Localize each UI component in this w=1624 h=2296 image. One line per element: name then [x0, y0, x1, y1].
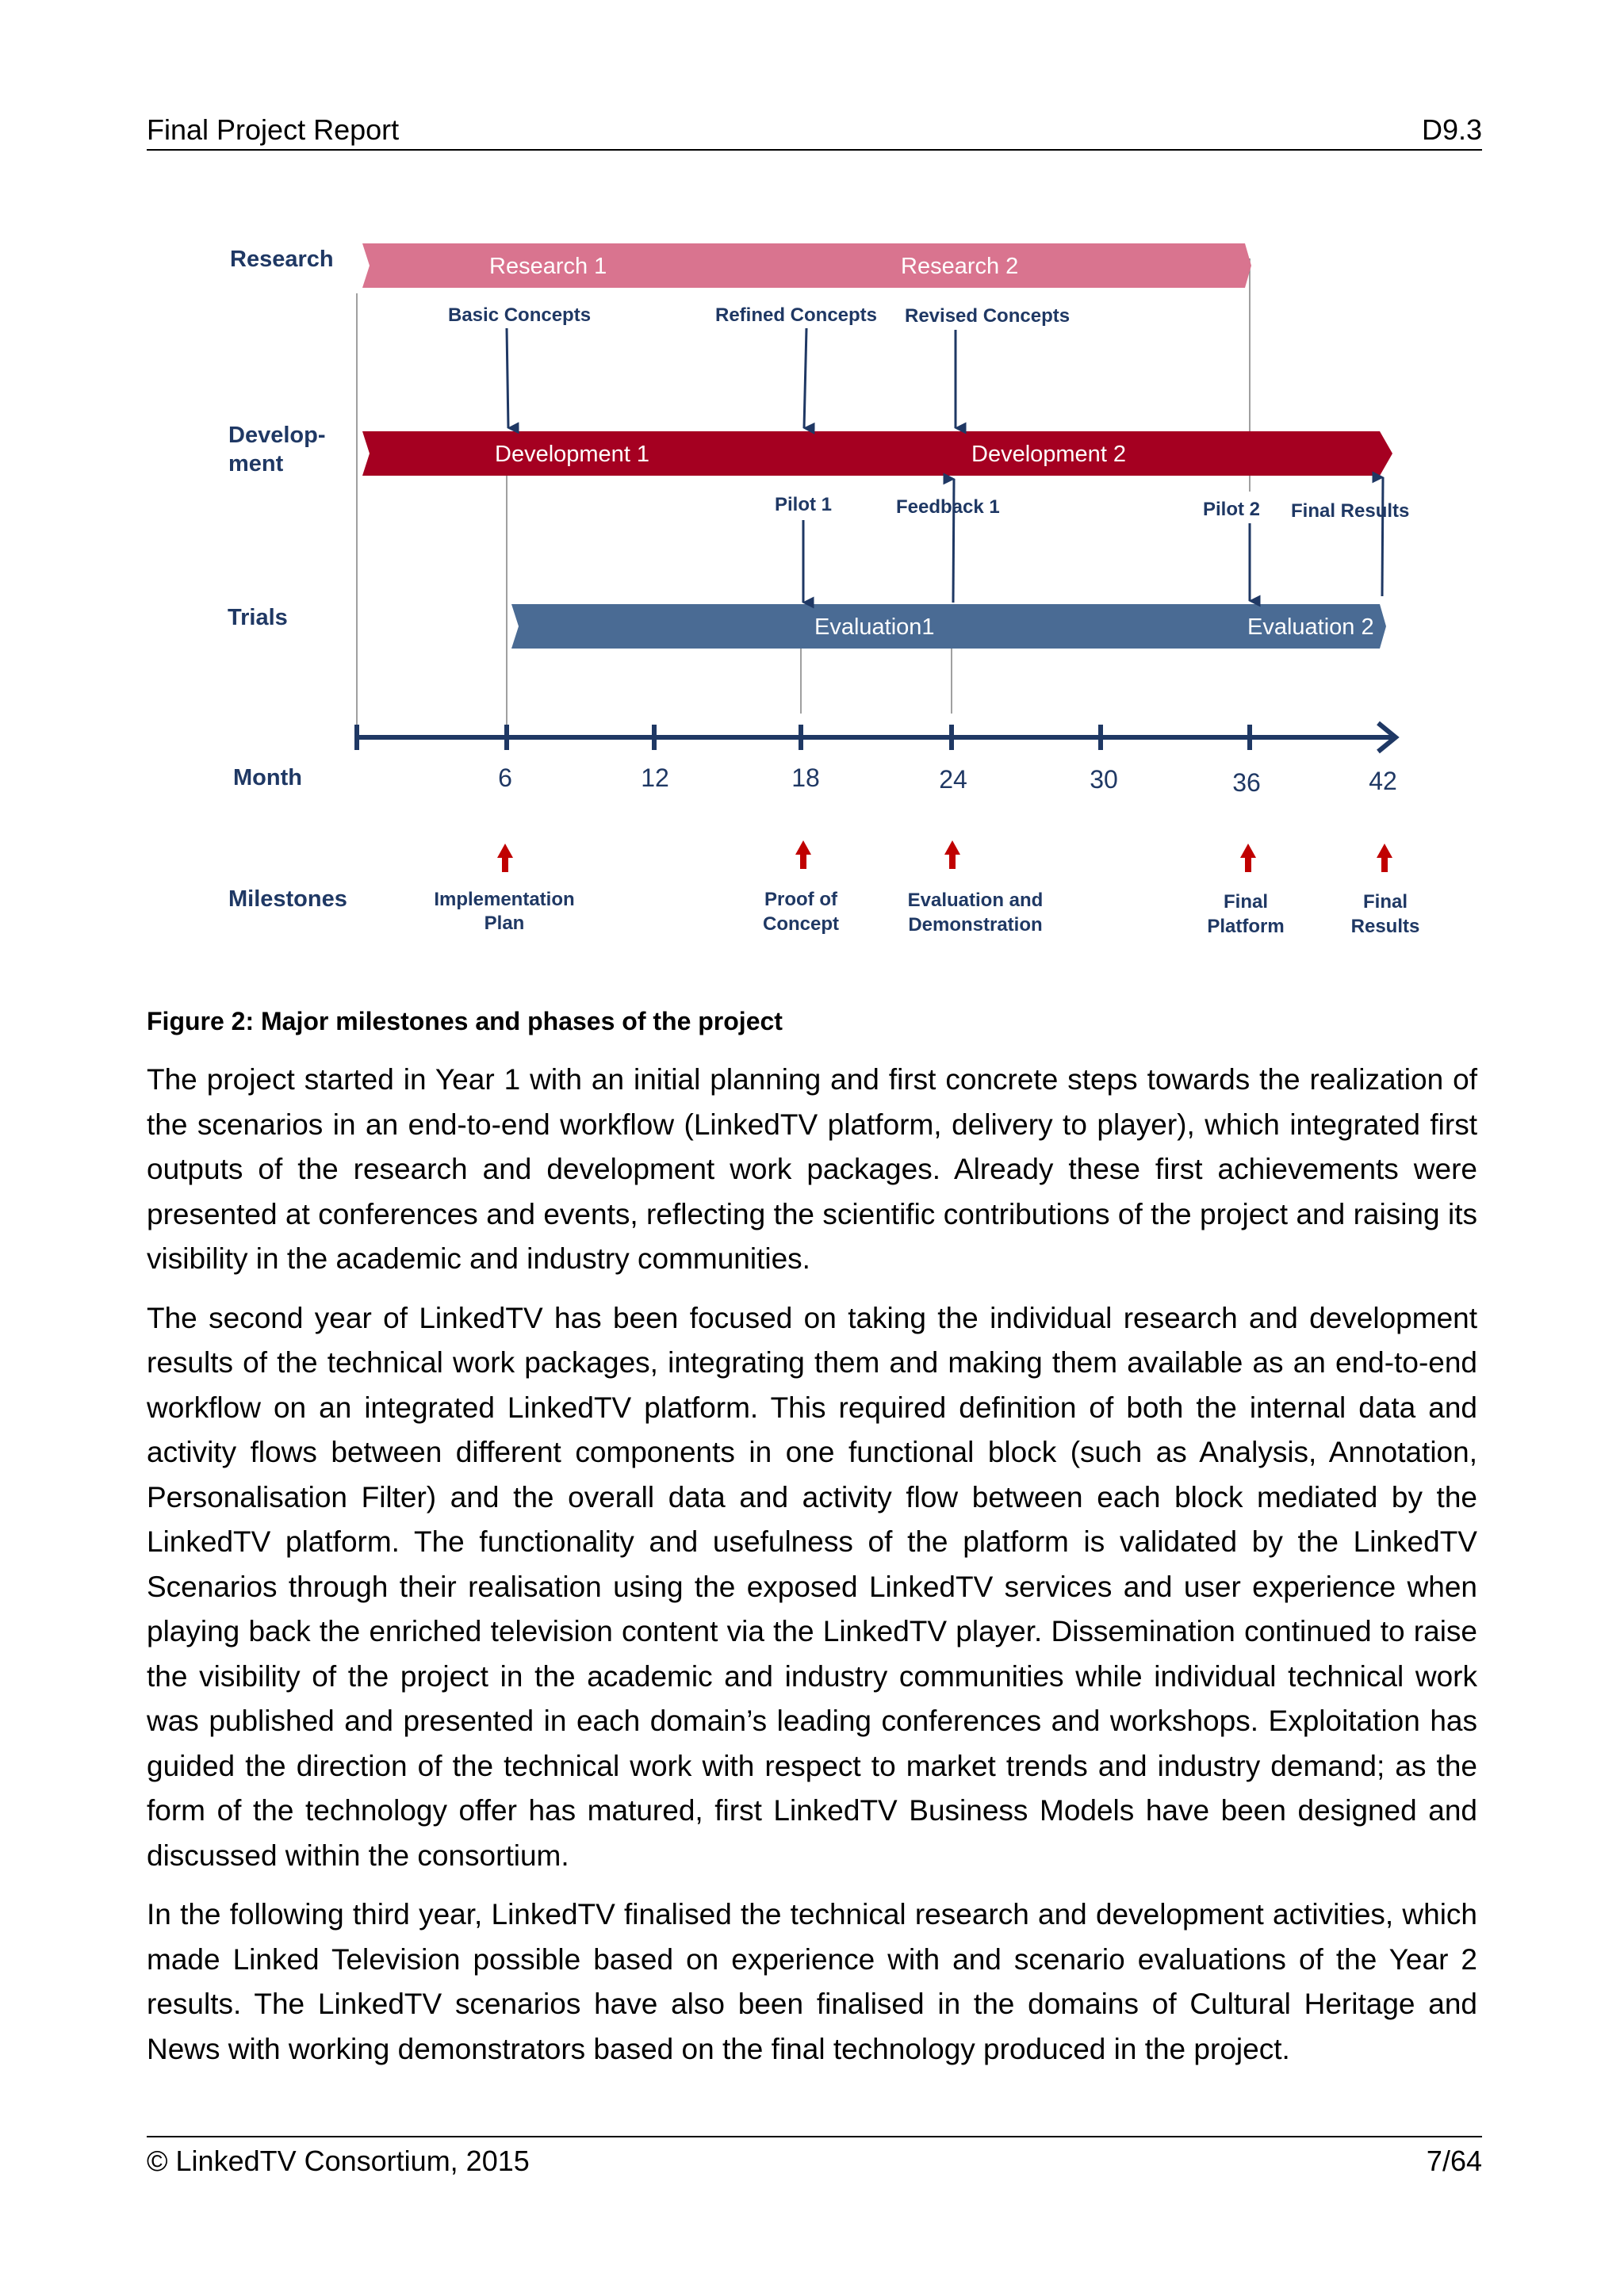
evaluation-2-label: Evaluation 2	[1247, 614, 1374, 640]
copyright: © LinkedTV Consortium, 2015	[147, 2145, 530, 2177]
pilot-2-label: Pilot 2	[1203, 499, 1261, 520]
milestone-36-line2: Platform	[1207, 916, 1285, 937]
milestone-6-line2: Plan	[484, 913, 525, 934]
month-label-42: 42	[1369, 767, 1397, 795]
feedback-1-label: Feedback 1	[896, 496, 1000, 518]
month-label-36: 36	[1232, 768, 1261, 797]
page-footer	[147, 2136, 1482, 2175]
milestone-18-line2: Concept	[763, 913, 839, 935]
basic-concepts-label: Basic Concepts	[448, 304, 592, 326]
paragraph-year-2: The second year of LinkedTV has been focused on taking the individual research and development results of the technical work packages, integrating them and making them available as an end-to-end workflow on an integrated LinkedTV platform. This required definition of both the internal data and activity flows between different components in one functional block (such as Analysis, Annotation, Personalisation Filter) and the overall data and activity flow between each block mediated by the LinkedTV platform. The functionality and usefulness of the platform is validated by the LinkedTV Scenarios through their realisation using the exposed LinkedTV services and user experience when playing back the enriched television content via the LinkedTV player. Dissemination continued to raise the visibility of the project in the academic and industry communities while individual technical work was published and presented in each domain’s leading conferences and workshops. Exploitation has guided the direction of the technical work with respect to market trends and industry demand; as the form of the technology offer has matured, first LinkedTV Business Models have been designed and discussed within the consortium.	[147, 1301, 1477, 1872]
milestone-42-line1: Final	[1362, 891, 1408, 913]
figure-caption: Figure 2: Major milestones and phases of the project	[147, 1007, 783, 1035]
research-1-label: Research 1	[489, 254, 607, 279]
milestone-6-line1: Implementation	[434, 889, 575, 910]
refined-concepts-label: Refined Concepts	[715, 304, 878, 326]
development-1-label: Development 1	[495, 442, 650, 467]
milestone-24-line2: Demonstration	[908, 914, 1043, 936]
document-id: D9.3	[1421, 113, 1482, 146]
milestone-arrow-36	[1240, 844, 1256, 872]
report-title: Final Project Report	[147, 113, 400, 146]
paragraph-year-3: In the following third year, LinkedTV finalised the technical research and development activities, which made Linked Television possible based on experience with and scenario evaluations of the Year 2 results. The LinkedTV scenarios have also been finalised in the domains of Cultural Heritage and News with working demonstrators based on the final technology produced in the project.	[147, 1898, 1477, 2065]
development-2-label: Development 2	[971, 442, 1127, 467]
milestone-18-line1: Proof of	[764, 889, 837, 910]
milestone-arrow-6	[497, 844, 513, 872]
paragraph-year-1: The project started in Year 1 with an initial planning and first concrete steps towards the realization of the scenarios in an end-to-end workflow (LinkedTV platform, delivery to player), which integrated first outputs of the research and development work packages. Already these first achievements were presented at conferences and events, reflecting the scientific contributions of the project and raising its visibility in the academic and industry communities.	[147, 1063, 1477, 1275]
row-label-month: Month	[233, 765, 302, 790]
arrow-basic-concepts	[507, 328, 508, 428]
milestone-arrow-24	[944, 840, 960, 869]
body-text	[147, 1058, 1477, 2086]
month-label-18: 18	[791, 763, 820, 792]
milestones-figure	[0, 0, 1624, 999]
page-number: 7/64	[1426, 2145, 1482, 2177]
row-label-trials: Trials	[228, 605, 288, 630]
milestone-arrows	[497, 840, 1392, 872]
final-results-annotation: Final Results	[1291, 500, 1410, 522]
research-2-label: Research 2	[901, 254, 1019, 279]
evaluation-1-label: Evaluation1	[814, 614, 935, 640]
row-label-development-2: ment	[228, 451, 284, 476]
month-label-30: 30	[1090, 765, 1118, 794]
pilot-1-label: Pilot 1	[775, 494, 833, 515]
arrow-feedback-1	[953, 479, 954, 603]
timeline-diagram	[0, 0, 1624, 999]
arrow-refined-concepts	[804, 328, 806, 428]
milestone-42-line2: Results	[1350, 916, 1420, 937]
row-label-development-1: Develop-	[228, 423, 326, 448]
arrow-final-results	[1382, 477, 1383, 596]
month-label-12: 12	[641, 763, 669, 792]
month-label-6: 6	[498, 763, 512, 792]
row-label-research: Research	[230, 247, 334, 272]
milestone-24-line1: Evaluation and	[907, 890, 1044, 911]
month-axis	[357, 723, 1396, 752]
row-label-milestones: Milestones	[228, 886, 347, 912]
month-label-24: 24	[939, 765, 967, 794]
milestone-arrow-18	[795, 840, 811, 869]
milestone-arrow-42	[1377, 844, 1392, 872]
revised-concepts-label: Revised Concepts	[905, 305, 1071, 327]
milestone-36-line1: Final	[1223, 891, 1269, 913]
